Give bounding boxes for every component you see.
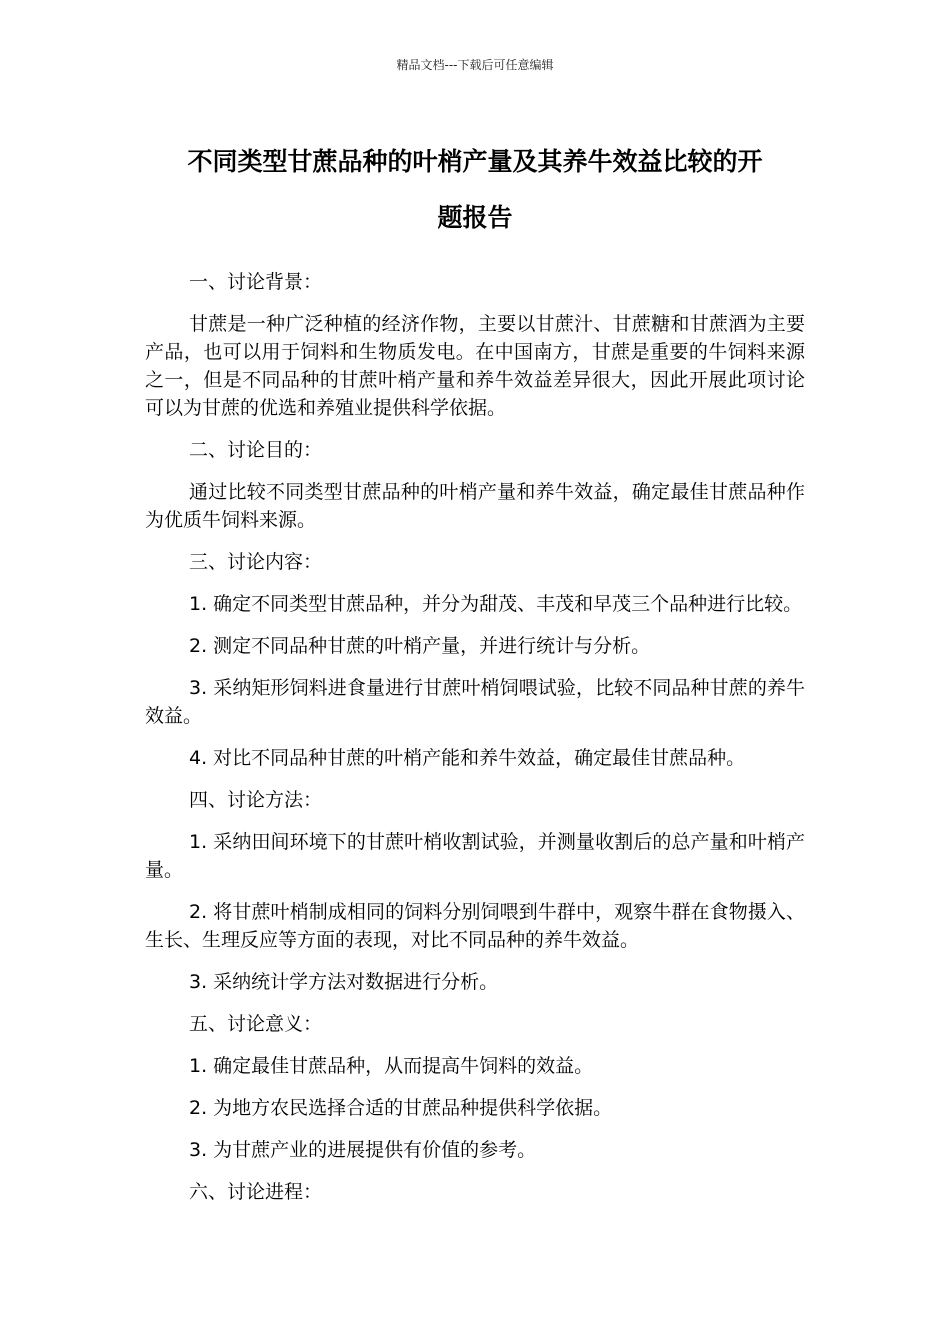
content-item: 2. 测定不同品种甘蔗的叶梢产量，并进行统计与分析。 (189, 635, 651, 657)
title-line-1: 不同类型甘蔗品种的叶梢产量及其养牛效益比较的开 (187, 147, 763, 176)
section-heading-purpose: 二、讨论目的： (189, 439, 323, 461)
methods-item: 3. 采纳统计学方法对数据进行分析。 (189, 971, 499, 993)
section-heading-progress: 六、讨论进程： (189, 1181, 323, 1203)
background-paragraph: 甘蔗是一种广泛种植的经济作物，主要以甘蔗汁、甘蔗糖和甘蔗酒为主要产品，也可以用于饲料和生物质发电。在中国南方，甘蔗是重要的牛饲料来源之一，但是不同品种的甘蔗叶梢产量和养牛效益差异很大，因此开展此项讨论可以为甘蔗的优选和养殖业提供科学依据。 (145, 313, 805, 419)
section-heading-background: 一、讨论背景： (189, 271, 323, 293)
section-heading-significance: 五、讨论意义： (189, 1013, 323, 1035)
section-heading-methods: 四、讨论方法： (189, 789, 323, 811)
title-line-2: 题报告 (437, 203, 513, 232)
content-item: 4. 对比不同品种甘蔗的叶梢产能和养牛效益，确定最佳甘蔗品种。 (189, 747, 746, 769)
document-title (145, 134, 805, 246)
content-item: 1. 确定不同类型甘蔗品种，并分为甜茂、丰茂和早茂三个品种进行比较。 (189, 593, 803, 615)
significance-item: 1. 确定最佳甘蔗品种，从而提高牛饲料的效益。 (189, 1055, 594, 1077)
significance-item: 3. 为甘蔗产业的进展提供有价值的参考。 (189, 1139, 537, 1161)
section-heading-content: 三、讨论内容： (189, 551, 323, 573)
content-item: 3. 采纳矩形饲料进食量进行甘蔗叶梢饲喂试验，比较不同品种甘蔗的养牛效益。 (145, 677, 805, 727)
header-note: 精品文档---下载后可任意编辑 (396, 58, 554, 72)
document-body (145, 268, 805, 1220)
methods-item: 2. 将甘蔗叶梢制成相同的饲料分别饲喂到牛群中，观察牛群在食物摄入、生长、生理反应等方面的表现，对比不同品种的养牛效益。 (145, 901, 805, 951)
purpose-paragraph: 通过比较不同类型甘蔗品种的叶梢产量和养牛效益，确定最佳甘蔗品种作为优质牛饲料来源。 (145, 481, 805, 531)
methods-item: 1. 采纳田间环境下的甘蔗叶梢收割试验，并测量收割后的总产量和叶梢产量。 (145, 831, 805, 881)
significance-item: 2. 为地方农民选择合适的甘蔗品种提供科学依据。 (189, 1097, 613, 1119)
